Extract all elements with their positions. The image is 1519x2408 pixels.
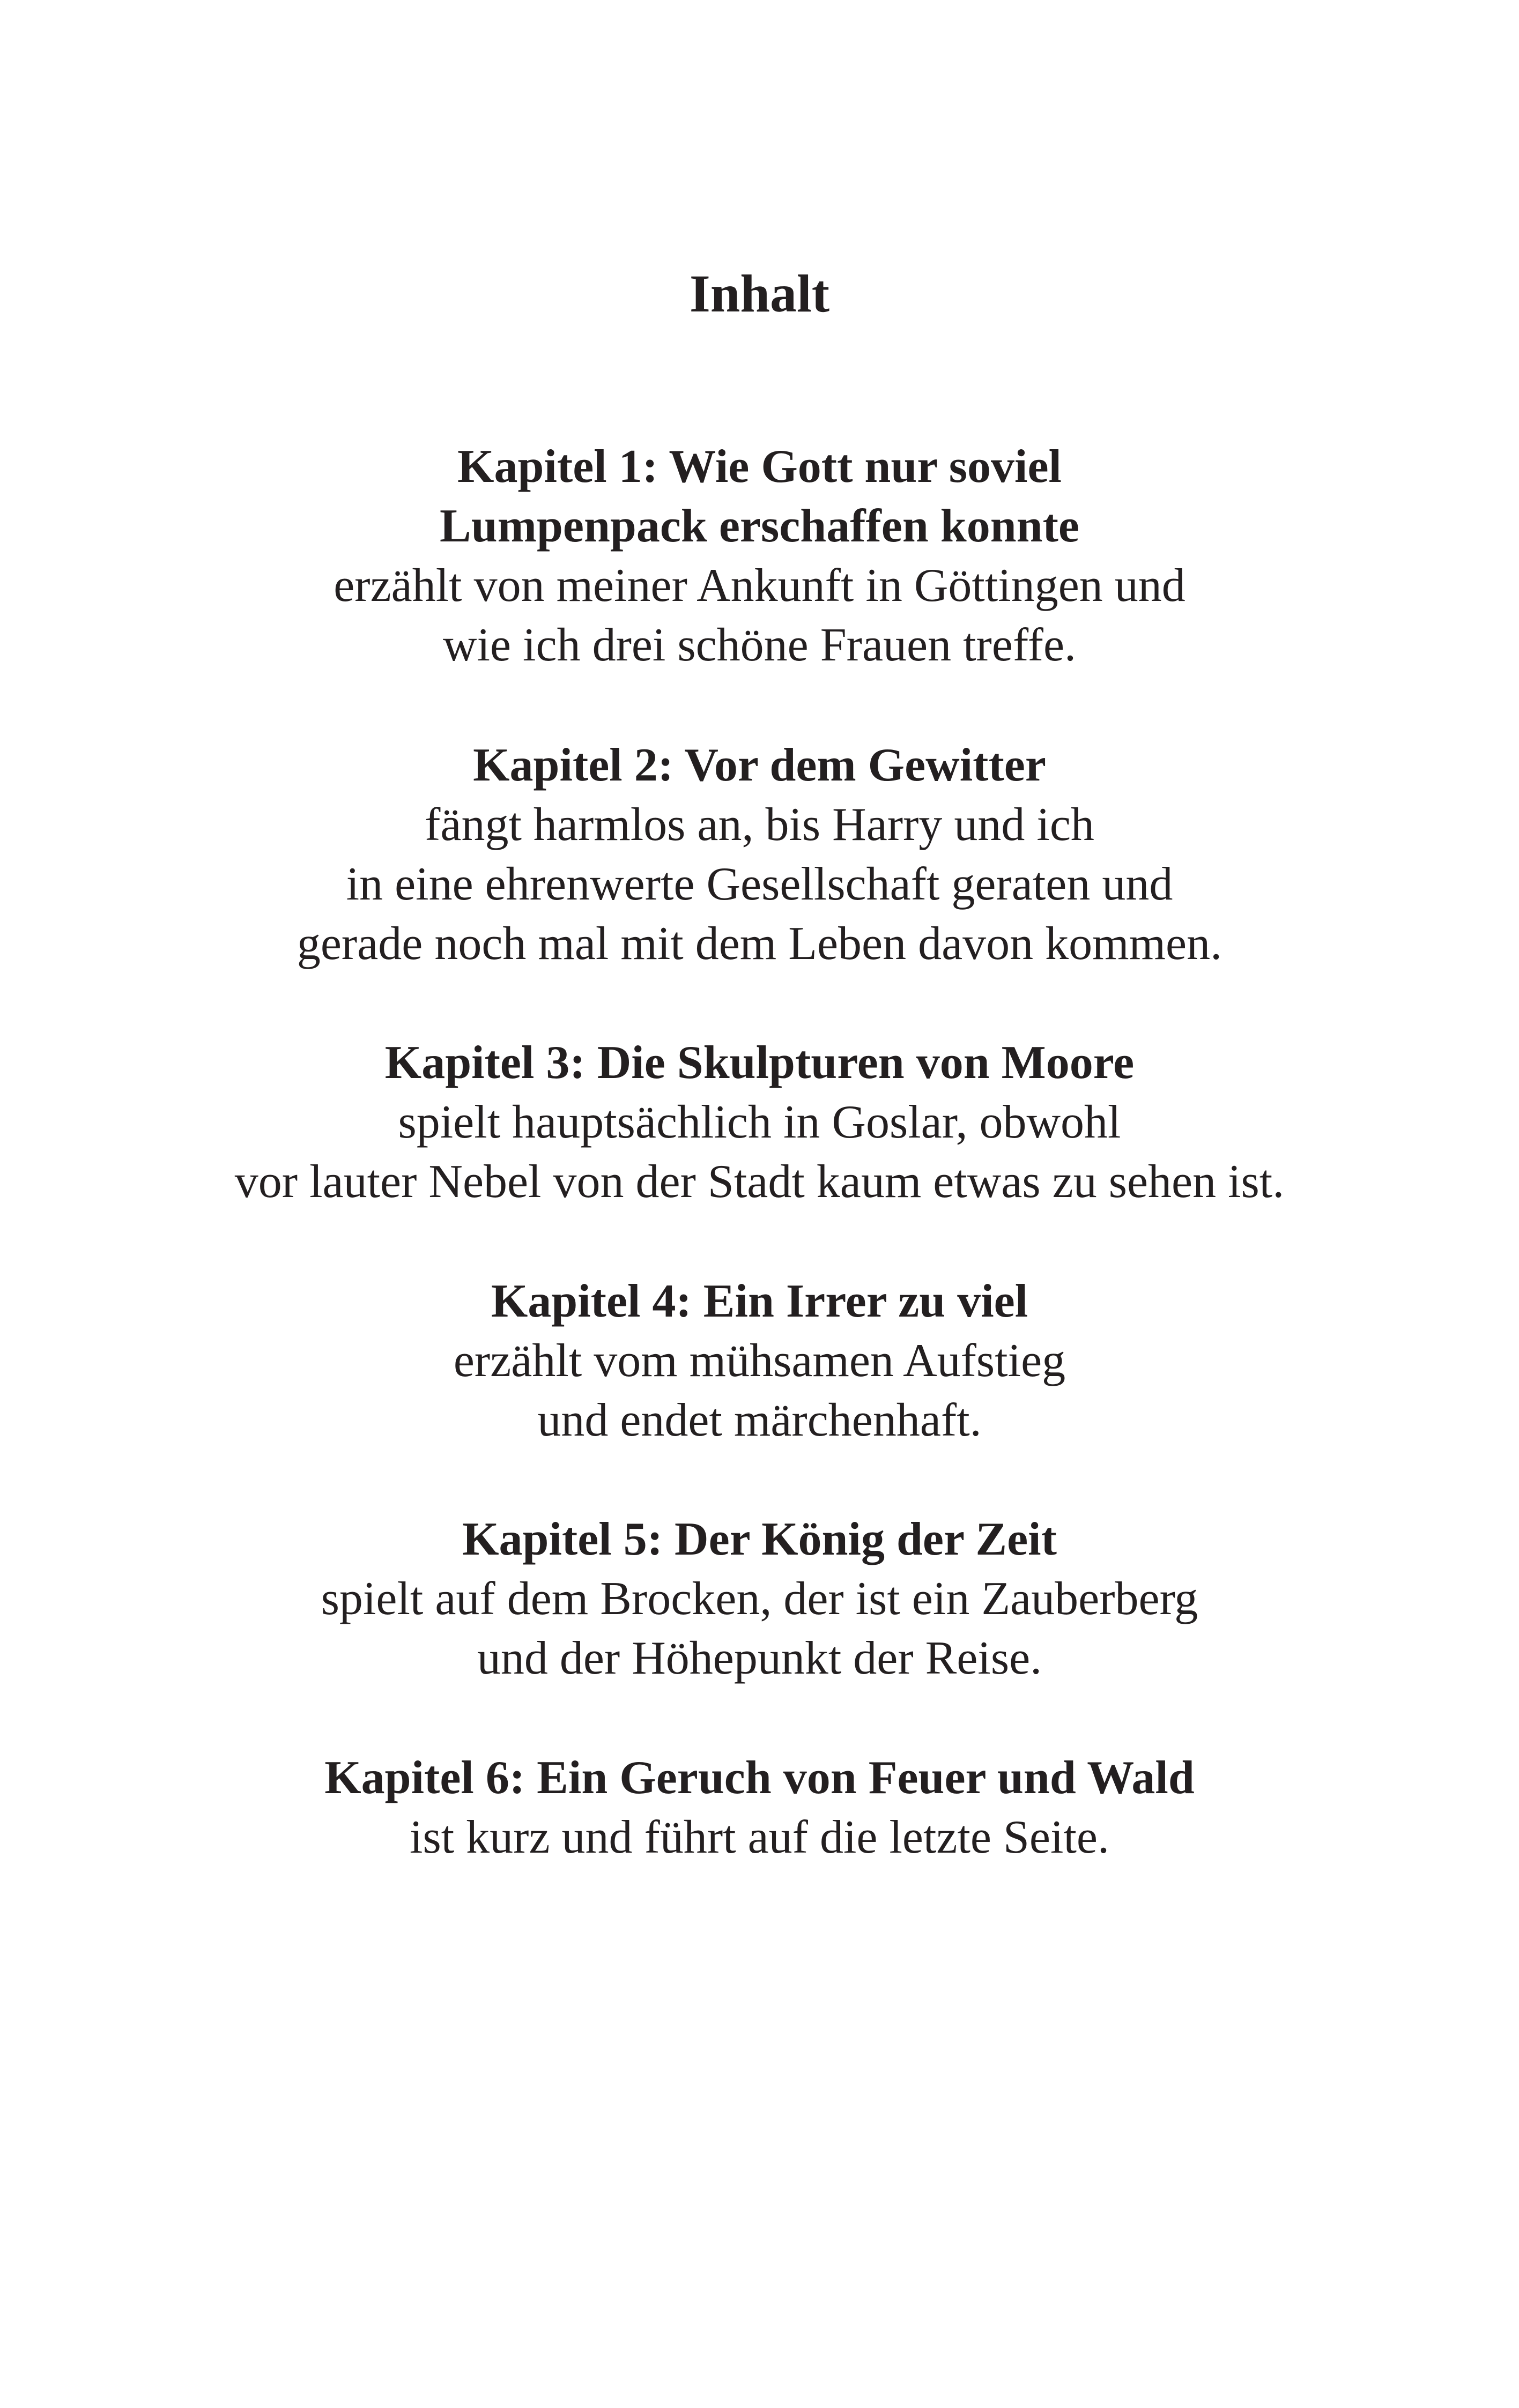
chapter-description bbox=[0, 1569, 1519, 1688]
chapter-description-line: fängt harmlos an, bis Harry und ich bbox=[425, 799, 1094, 851]
chapter-description-line: in eine ehrenwerte Gesellschaft geraten und bbox=[346, 858, 1173, 910]
page-title: Inhalt bbox=[689, 264, 830, 323]
chapter-heading-line: Lumpenpack erschaffen konnte bbox=[440, 500, 1079, 552]
chapter-description-line: erzählt vom mühsamen Aufstieg bbox=[453, 1335, 1066, 1387]
chapter-description-line: und endet märchenhaft. bbox=[537, 1394, 982, 1446]
chapter-entry-6 bbox=[0, 1748, 1519, 1867]
chapter-description-line: gerade noch mal mit dem Leben davon kommen. bbox=[297, 918, 1222, 970]
chapter-heading bbox=[0, 735, 1519, 795]
chapter-heading-line: Kapitel 6: Ein Geruch von Feuer und Wald bbox=[324, 1752, 1195, 1804]
chapter-heading bbox=[0, 1033, 1519, 1092]
chapter-entry-3 bbox=[0, 1033, 1519, 1212]
chapter-heading-line: Kapitel 1: Wie Gott nur soviel bbox=[457, 441, 1062, 493]
chapter-description bbox=[0, 795, 1519, 973]
chapter-entry-5 bbox=[0, 1510, 1519, 1688]
chapter-description-line: vor lauter Nebel von der Stadt kaum etwas zu sehen ist. bbox=[234, 1156, 1285, 1208]
chapter-heading bbox=[0, 1272, 1519, 1331]
chapter-description-line: wie ich drei schöne Frauen treffe. bbox=[443, 619, 1076, 671]
chapter-description bbox=[0, 1331, 1519, 1450]
chapter-heading-line: Kapitel 5: Der König der Zeit bbox=[462, 1513, 1057, 1565]
chapter-heading bbox=[0, 437, 1519, 556]
chapter-description bbox=[0, 1808, 1519, 1867]
chapter-heading-line: Kapitel 4: Ein Irrer zu viel bbox=[491, 1275, 1028, 1327]
chapter-heading-line: Kapitel 2: Vor dem Gewitter bbox=[473, 739, 1046, 791]
chapter-entry-1 bbox=[0, 437, 1519, 675]
chapter-heading bbox=[0, 1510, 1519, 1569]
chapter-description bbox=[0, 1092, 1519, 1212]
chapter-entry-4 bbox=[0, 1272, 1519, 1450]
chapter-description-line: und der Höhepunkt der Reise. bbox=[477, 1632, 1042, 1684]
chapter-description bbox=[0, 556, 1519, 675]
chapter-description-line: ist kurz und führt auf die letzte Seite. bbox=[410, 1811, 1109, 1863]
chapter-heading-line: Kapitel 3: Die Skulpturen von Moore bbox=[384, 1037, 1135, 1089]
chapter-heading bbox=[0, 1748, 1519, 1808]
chapter-description-line: spielt auf dem Brocken, der ist ein Zauberberg bbox=[321, 1573, 1198, 1625]
chapter-entry-2 bbox=[0, 735, 1519, 973]
chapter-description-line: spielt hauptsächlich in Goslar, obwohl bbox=[398, 1096, 1121, 1148]
chapter-description-line: erzählt von meiner Ankunft in Göttingen und bbox=[334, 560, 1185, 612]
